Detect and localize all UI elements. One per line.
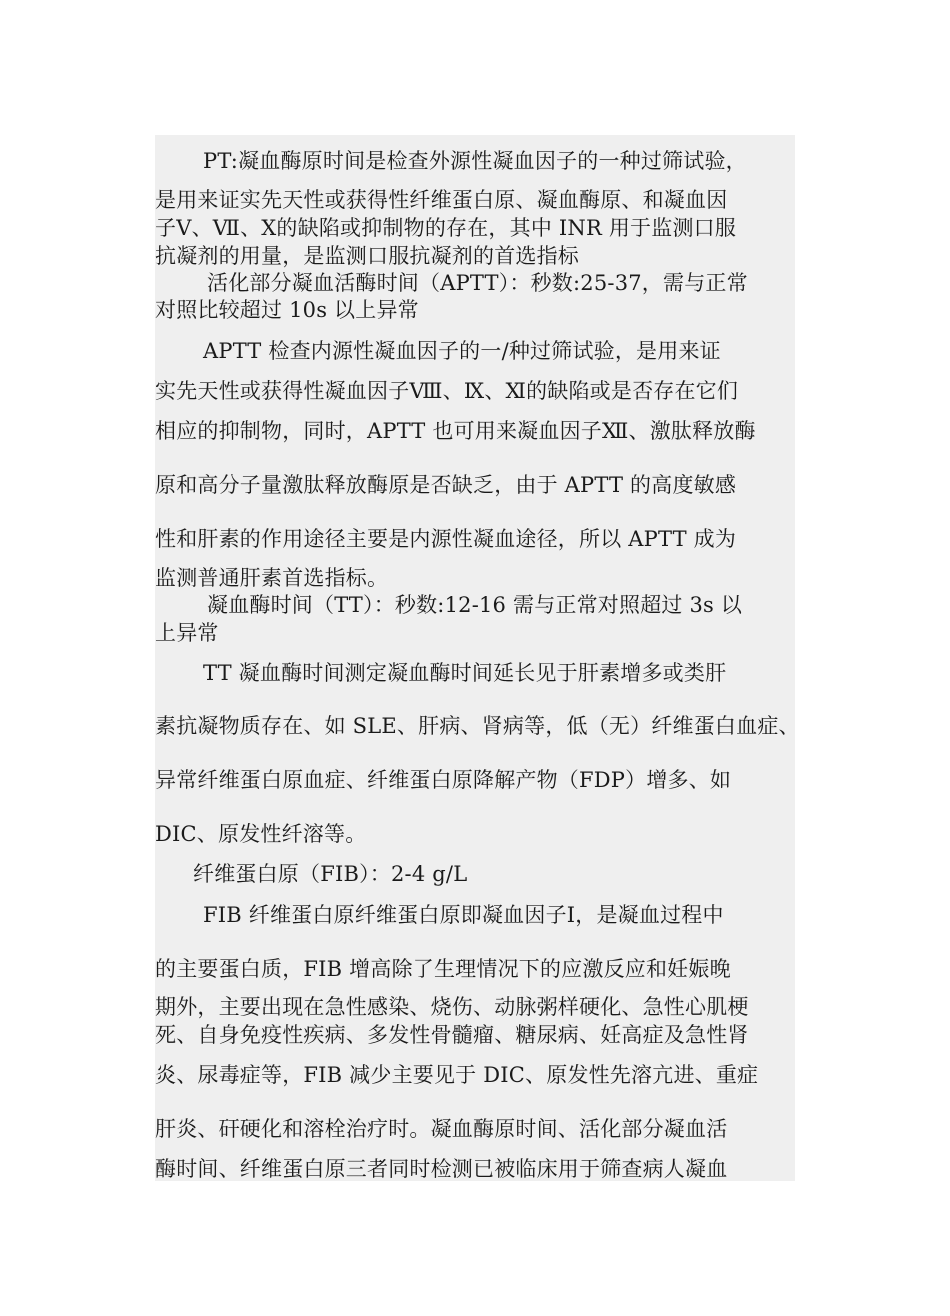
- text-line: 对照比较超过 10s 以上异常: [155, 298, 419, 322]
- text-line: DIC、原发性纤溶等。: [155, 822, 367, 846]
- text-line-fib-definition: FIB 纤维蛋白原纤维蛋白原即凝血因子Ⅰ，是凝血过程中: [203, 903, 724, 927]
- text-line-tt-definition: TT 凝血酶时间测定凝血酶时间延长见于肝素增多或类肝: [203, 661, 727, 685]
- text-line-aptt-range: 活化部分凝血活酶时间（APTT）：秒数:25-37，需与正常: [207, 271, 748, 295]
- text-line: 异常纤维蛋白原血症、纤维蛋白原降解产物（FDP）增多、如: [155, 768, 732, 792]
- text-line: 期外，主要出现在急性感染、烧伤、动脉粥样硬化、急性心肌梗: [155, 995, 749, 1019]
- text-line: 肝炎、矸硬化和溶栓治疗时。凝血酶原时间、活化部分凝血活: [155, 1117, 728, 1141]
- text-line-tt-range: 凝血酶时间（TT）：秒数:12-16 需与正常对照超过 3s 以: [207, 593, 743, 617]
- text-line: 抗凝剂的用量，是监测口服抗凝剂的首选指标: [155, 244, 579, 268]
- text-line: 炎、尿毒症等，FIB 减少主要见于 DIC、原发性先溶亢进、重症: [155, 1063, 759, 1087]
- text-line-fib-range: 纤维蛋白原（FIB）：2-4 g/L: [193, 862, 468, 886]
- text-line-pt-definition: PT:凝血酶原时间是检查外源性凝血因子的一种过筛试验，: [203, 149, 747, 173]
- text-line: 性和肝素的作用途径主要是内源性凝血途径，所以 APTT 成为: [155, 527, 737, 551]
- text-line: 上异常: [155, 621, 219, 645]
- text-line: 酶时间、纤维蛋白原三者同时检测已被临床用于筛查病人凝血: [155, 1157, 728, 1181]
- text-line: 实先天性或获得性凝血因子Ⅷ、Ⅸ、Ⅺ的缺陷或是否存在它们: [155, 379, 739, 403]
- text-line: 死、自身免疫性疾病、多发性骨髓瘤、糖尿病、妊高症及急性肾: [155, 1023, 749, 1047]
- text-line: 原和高分子量激肽释放酶原是否缺乏，由于 APTT 的高度敏感: [155, 473, 737, 497]
- text-line: 相应的抑制物，同时，APTT 也可用来凝血因子Ⅻ、激肽释放酶: [155, 419, 756, 443]
- text-line-aptt-definition: APTT 检查内源性凝血因子的一/种过筛试验，是用来证: [203, 339, 721, 363]
- text-line: 是用来证实先天性或获得性纤维蛋白原、凝血酶原、和凝血因: [155, 188, 728, 212]
- text-line: 监测普通肝素首选指标。: [155, 566, 389, 590]
- text-line: 的主要蛋白质，FIB 增高除了生理情况下的应激反应和妊娠晚: [155, 957, 731, 981]
- text-line: 素抗凝物质存在、如 SLE、肝病、肾病等，低（无）纤维蛋白血症、: [155, 714, 800, 738]
- text-line: 子Ⅴ、Ⅶ、Ⅹ的缺陷或抑制物的存在，其中 INR 用于监测口服: [155, 216, 737, 240]
